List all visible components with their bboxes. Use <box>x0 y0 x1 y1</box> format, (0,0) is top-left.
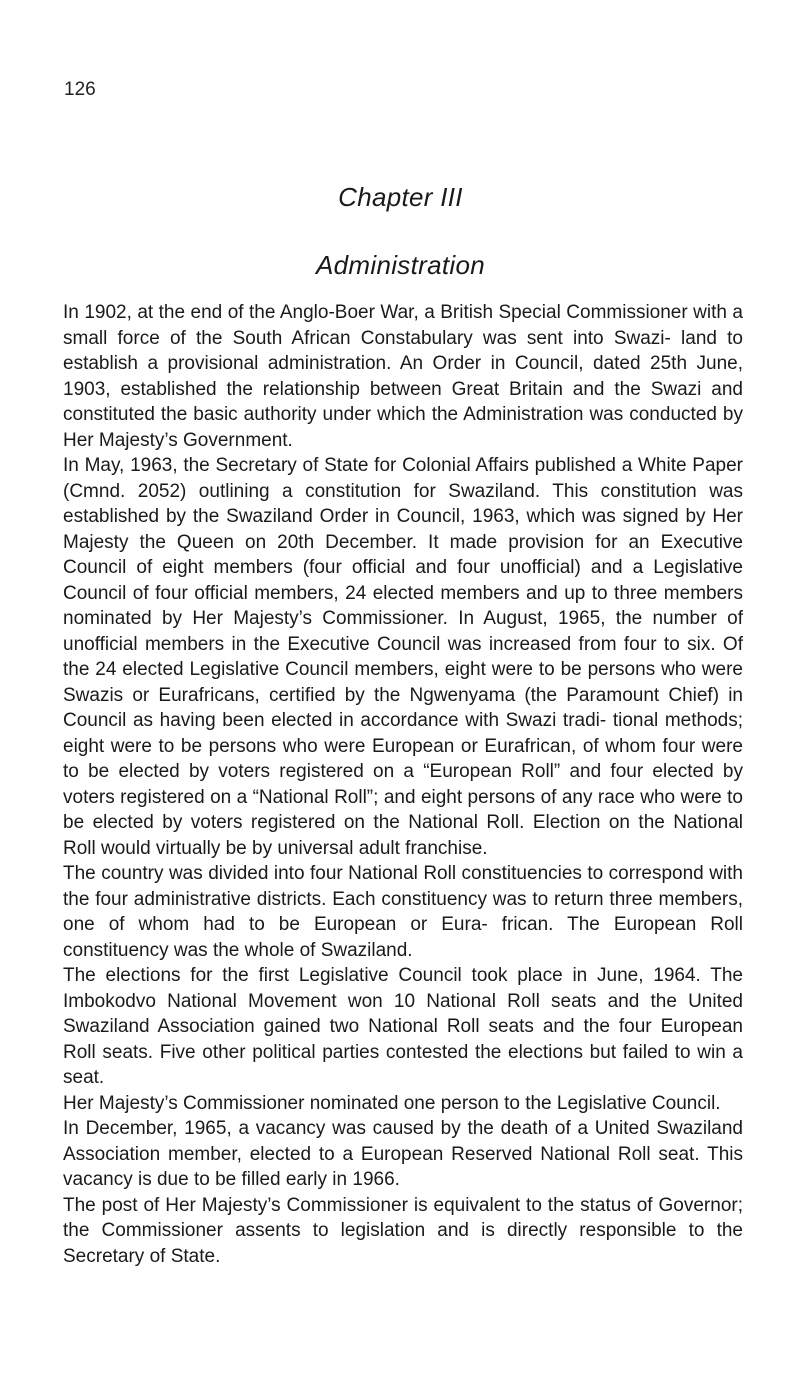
paragraph: The post of Her Majesty’s Commissioner is equivalent to the status of Governor; the Commissioner assents to legislation and is directly responsible to the Secretary of State. <box>63 1194 743 1267</box>
paragraph: In May, 1963, the Secretary of State for Colonial Affairs published a White Paper (Cmnd. 2052) outlining a constitution for Swaziland. This constitution was established by the Swaziland Order in Council, 1963, which was signed by Her Majesty the Queen on 20th December. It made provision for an Executive Council of eight members (four official and four unofficial) and a Legislative Council of four official members, 24 elected members and up to three members nominated by Her Majesty’s Commissioner. In August, 1965, the number of unofficial members in the Executive Council was increased from four to six. Of the 24 elected Legislative Council members, eight were to be persons who were Swazis or Eurafricans, certified by the Ngwenyama (the Paramount Chief) in Council as having been elected in accordance with Swazi tradi- tional methods; eight were to be persons who were European or Eurafrican, of whom four were to be elected by voters registered on a “European Roll” and four elected by voters registered on a “National Roll”; and eight persons of any race who were to be elected by voters registered on the National Roll. Election on the National Roll would virtually be by universal adult franchise. <box>63 455 743 859</box>
paragraph: The country was divided into four National Roll constituencies to correspond with the four administrative districts. Each constituency was to return three members, one of whom had to be European or Eura- frican. The European Roll constituency was the whole of Swaziland. <box>63 863 743 961</box>
paragraph: Her Majesty’s Commissioner nominated one person to the Legislative Council. <box>63 1092 721 1114</box>
page-number: 126 <box>64 79 96 100</box>
paragraph: In 1902, at the end of the Anglo-Boer War, a British Special Commissioner with a small force of the South African Constabulary was sent into Swazi- land to establish a provisional administration. An Order in Council, dated 25th June, 1903, established the relationship between Great Britain and the Swazi and constituted the basic authority under which the Administration was conducted by Her Majesty’s Government. <box>63 302 743 451</box>
chapter-title: Chapter III <box>338 182 463 212</box>
paragraph: In December, 1965, a vacancy was caused by the death of a United Swaziland Association member, elected to a European Reserved National Roll seat. This vacancy is due to be filled early in 1966. <box>63 1118 743 1190</box>
paragraph: The elections for the first Legislative Council took place in June, 1964. The Imbokodvo National Movement won 10 National Roll seats and the United Swaziland Association gained two National Roll seats and the four European Roll seats. Five other political parties contested the elections but failed to win a seat. <box>63 965 743 1088</box>
body-text <box>63 300 743 1269</box>
section-title: Administration <box>316 250 485 280</box>
